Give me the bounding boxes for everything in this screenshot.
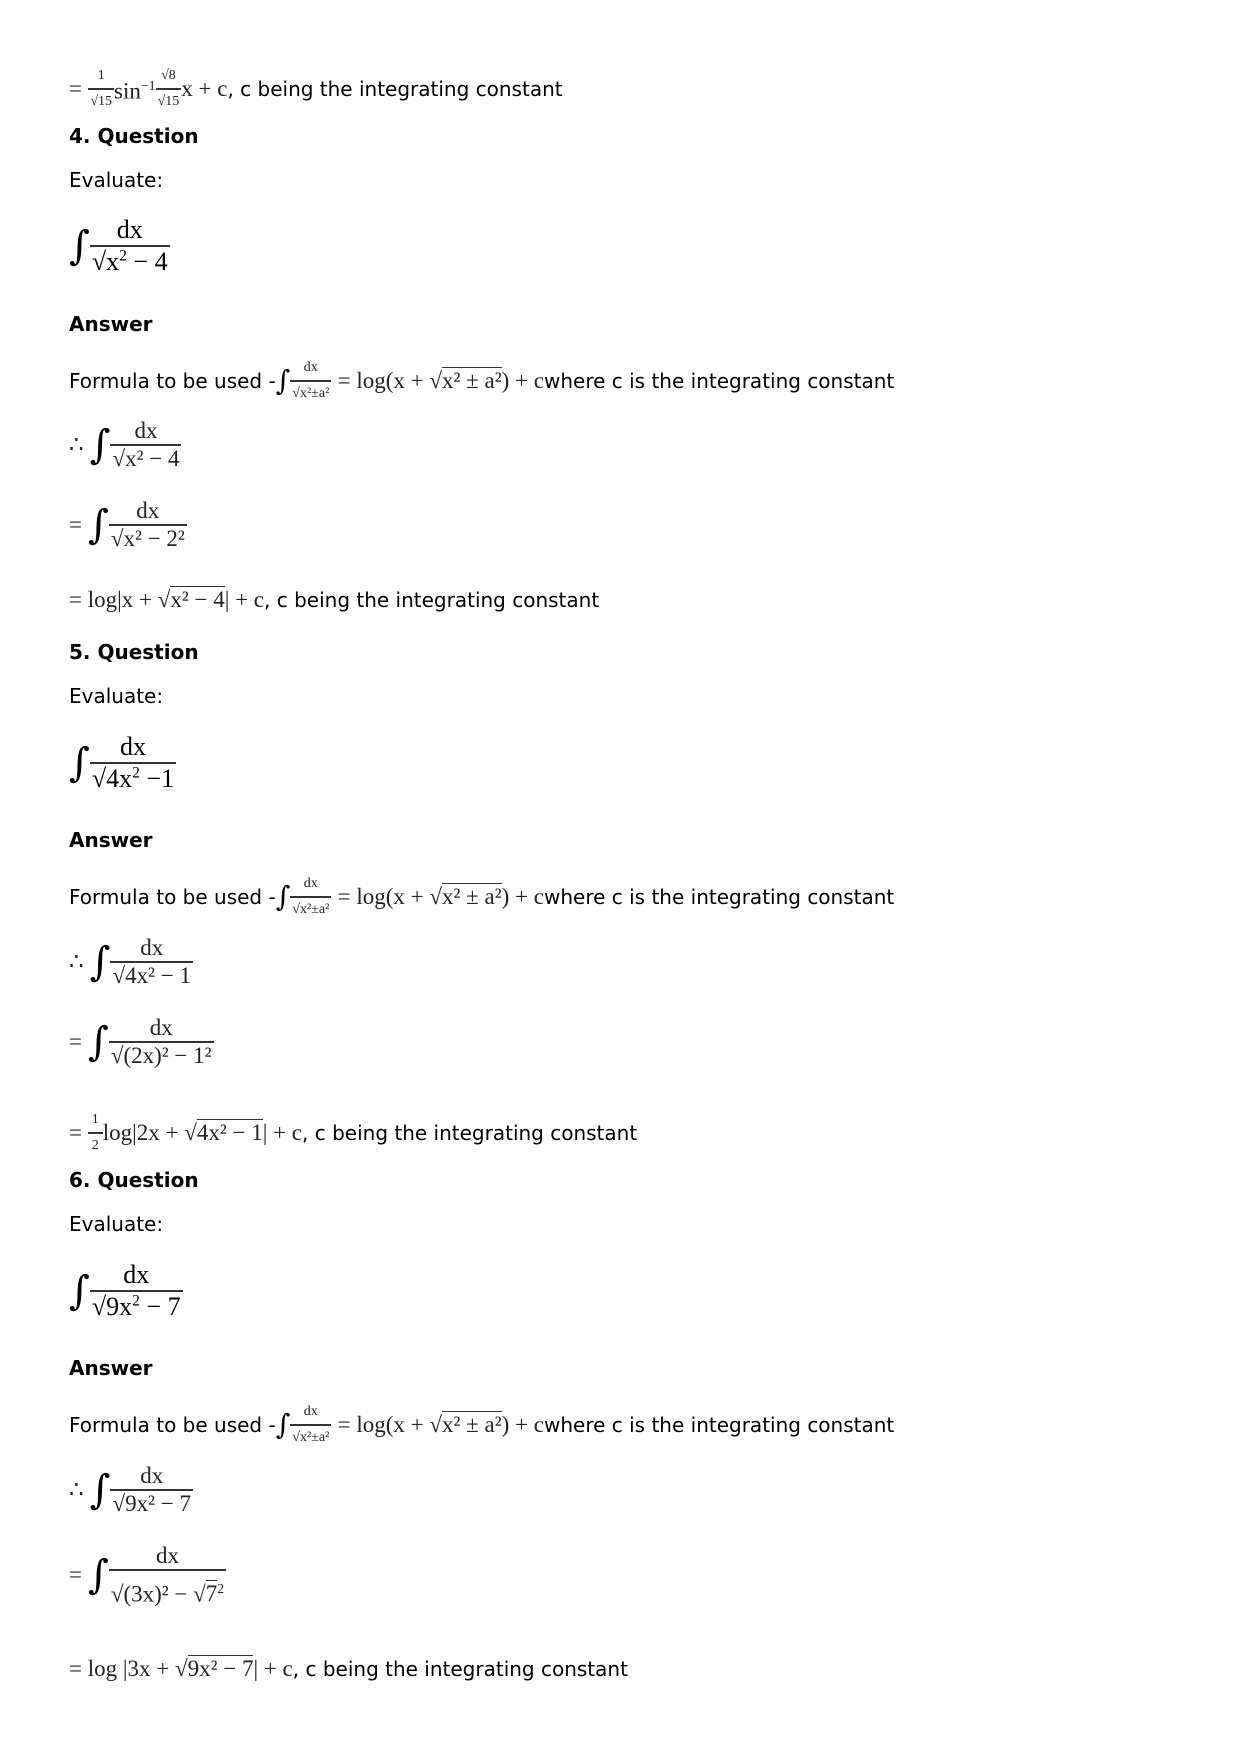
answer-label: Answer bbox=[69, 828, 153, 852]
integral-sign: ∫ bbox=[89, 1466, 111, 1513]
integral-sign: ∫ bbox=[89, 938, 111, 985]
formula-line: Formula to be used - ∫ $\frac{dx}{\text{√x²±a²}}$ = log(x + √x² ± a²) + c where c is the integrating constant bbox=[69, 876, 895, 917]
integral-sign: ∫ bbox=[275, 1407, 291, 1441]
result-line: = $\frac{1}{2}$ log|2x + √4x² − 1| + c , c being the integrating constant bbox=[69, 1108, 637, 1158]
constant-note: , c being the integrating constant bbox=[227, 76, 563, 101]
integral-sign: ∫ bbox=[69, 1267, 90, 1314]
step-line: ∴ ∫ $\frac{dx}{\text{√4x² − 1}}$ bbox=[69, 935, 191, 988]
expression-tail: x + c bbox=[181, 75, 228, 101]
integral-sign: ∫ bbox=[87, 1018, 109, 1065]
question-prompt: Evaluate: bbox=[69, 684, 164, 708]
integral-sign: ∫ bbox=[89, 421, 111, 468]
coefficient-fraction: $\frac{1}{2}$ bbox=[88, 1108, 103, 1158]
integral-sign: ∫ bbox=[87, 501, 109, 548]
integral-sign: ∫ bbox=[87, 1552, 109, 1599]
question-heading: 4. Question bbox=[69, 124, 199, 148]
step-line: = ∫ $\frac{dx}{√(3x)^2 - √7^2}$ bbox=[69, 1543, 225, 1607]
sin-function: $\sin^{-1}$ bbox=[114, 77, 156, 104]
step-line: = ∫ $\frac{dx}{\text{√x² − 2²}}$ bbox=[69, 498, 185, 551]
coefficient-fraction: $\frac{1}{√15}$ bbox=[90, 68, 113, 109]
step-line: ∴ ∫ $\frac{dx}{\text{√9x² − 7}}$ bbox=[69, 1463, 191, 1516]
step-line: = ∫ $\frac{dx}{\text{√(2x)² − 1²}}$ bbox=[69, 1015, 212, 1068]
integral-sign: ∫ bbox=[69, 222, 90, 269]
formula-line: Formula to be used - ∫ $\frac{dx}{\text{√x²±a²}}$ = log(x + √x² ± a²) + c where c is the integrating constant bbox=[69, 360, 895, 401]
question-prompt: Evaluate: bbox=[69, 1212, 164, 1236]
result-line: = log |3x + √9x² − 7| + c , c being the integrating constant bbox=[69, 1656, 628, 1681]
integral-sign: ∫ bbox=[69, 739, 90, 786]
question-integral: ∫ $\frac{dx}{√x^2 - 4}$ bbox=[69, 215, 168, 276]
question-integral: ∫ $\frac{dx}{√4x^2 -1}$ bbox=[69, 732, 175, 793]
integral-sign: ∫ bbox=[275, 879, 291, 913]
formula-line: Formula to be used - ∫ $\frac{dx}{\text{√x²±a²}}$ = log(x + √x² ± a²) + c where c is the integrating constant bbox=[69, 1404, 895, 1445]
previous-result-line bbox=[69, 64, 563, 114]
answer-label: Answer bbox=[69, 312, 153, 336]
question-heading: 5. Question bbox=[69, 640, 199, 664]
question-integral: ∫ $\frac{dx}{√9x^2 - 7}$ bbox=[69, 1260, 181, 1321]
integral-sign: ∫ bbox=[275, 363, 291, 397]
equals-sign: = bbox=[69, 75, 82, 101]
question-prompt: Evaluate: bbox=[69, 168, 164, 192]
step-line: ∴ ∫ $\frac{dx}{\text{√x² − 4}}$ bbox=[69, 418, 180, 471]
answer-label: Answer bbox=[69, 1356, 153, 1380]
argument-fraction: $\frac{√8}{√15}$ bbox=[157, 68, 180, 109]
result-line: = log|x + √x² − 4| + c , c being the integrating constant bbox=[69, 587, 600, 612]
question-heading: 6. Question bbox=[69, 1168, 199, 1192]
